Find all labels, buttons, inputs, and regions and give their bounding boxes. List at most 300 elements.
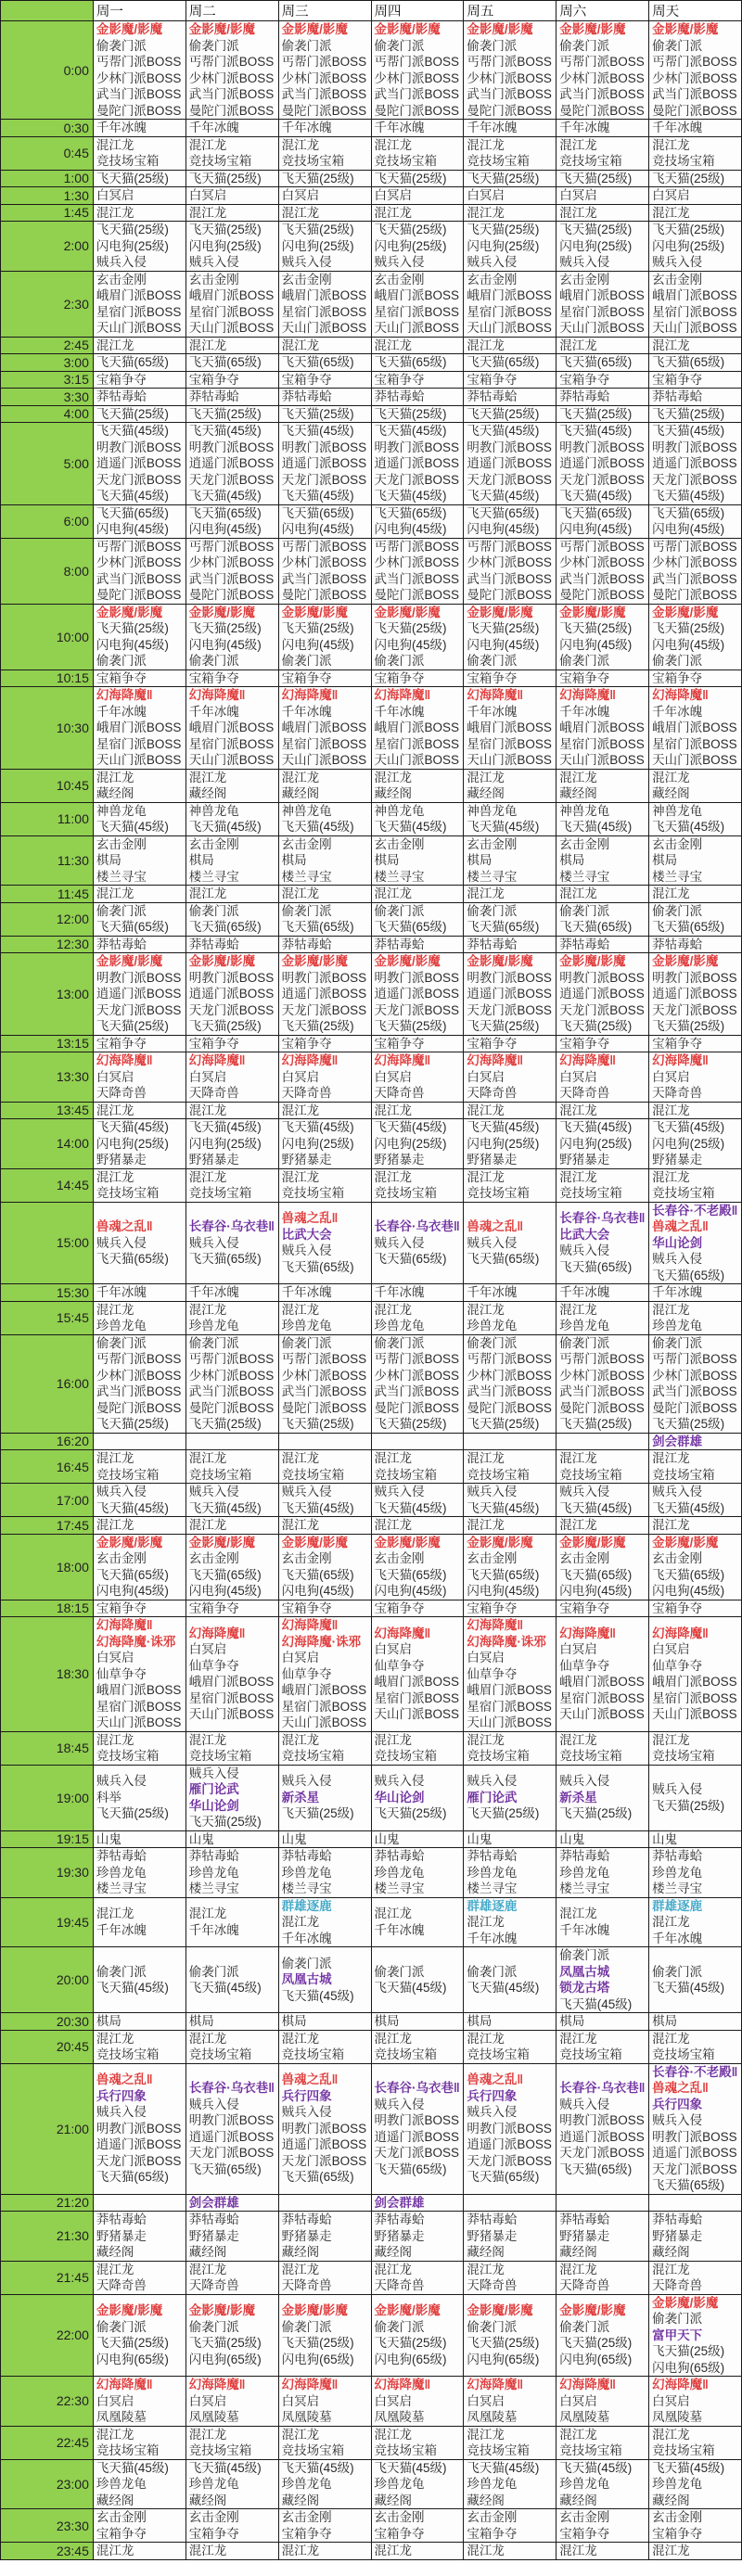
event-name: 混江龙 [467, 1518, 505, 1532]
event-name: 竞技场宝箱 [652, 1186, 715, 1200]
event-name: 曼陀门派BOSS [188, 103, 275, 118]
event-name: 逍遥门派BOSS [281, 987, 367, 1001]
event-name: 偷袭门派 [374, 1335, 425, 1350]
schedule-cell [186, 120, 278, 137]
event-name: 飞天猫(65级) [374, 1567, 447, 1582]
schedule-cell [649, 1433, 742, 1450]
event-name: 凤凰陵墓 [467, 2410, 518, 2424]
event-name: 宝箱争夺 [281, 1600, 332, 1615]
event-name: 混江龙 [96, 2031, 134, 2046]
schedule-cell [93, 2030, 186, 2063]
event-name: 千年冰魄 [374, 704, 425, 719]
time-label: 12:30 [1, 936, 94, 953]
event-name-highlight: 金影魔/影魔 [281, 22, 348, 36]
time-label: 14:00 [1, 1119, 94, 1169]
schedule-cell [649, 371, 742, 389]
schedule-cell [278, 902, 371, 936]
event-name: 偷袭门派 [281, 38, 332, 53]
schedule-cell [464, 2377, 556, 2427]
event-name: 逍遥门派BOSS [652, 2146, 737, 2160]
schedule-cell [556, 1600, 649, 1617]
event-name: 竞技场宝箱 [281, 1186, 345, 1200]
event-name: 千年冰魄 [96, 121, 147, 134]
event-name: 混江龙 [467, 1103, 505, 1117]
schedule-cell [371, 1897, 464, 1947]
schedule-cell [464, 769, 556, 802]
event-name: 武当门派BOSS [467, 87, 552, 101]
event-name: 山鬼 [374, 1831, 400, 1846]
event-name: 千年冰魄 [559, 121, 610, 134]
event-name: 闪电狗(25级) [281, 238, 354, 253]
event-name: 混江龙 [96, 338, 134, 352]
event-name-highlight: 长春谷·乌衣巷‖ [559, 1211, 646, 1226]
event-name: 混江龙 [374, 2031, 412, 2046]
event-name: 山鬼 [652, 1831, 678, 1846]
schedule-row [1, 271, 742, 337]
event-name-highlight: 幻海降魔‖ [374, 688, 431, 702]
event-name: 宝箱争夺 [467, 372, 518, 387]
event-name: 丐帮门派BOSS [559, 1352, 645, 1366]
event-name-highlight: 金影魔/影魔 [374, 1535, 441, 1549]
event-name: 竞技场宝箱 [188, 1467, 252, 1482]
event-name: 星宿门派BOSS [559, 1690, 645, 1705]
event-name: 藏经阁 [652, 786, 690, 800]
event-name: 混江龙 [96, 2427, 134, 2442]
event-name: 玄击金刚 [281, 2510, 332, 2524]
event-name: 飞天猫(25级) [559, 223, 633, 236]
time-label: 19:00 [1, 1765, 94, 1830]
schedule-row [1, 2543, 742, 2560]
event-name-highlight: 金影魔/影魔 [96, 605, 163, 619]
schedule-cell [278, 2261, 371, 2294]
time-label: 4:00 [1, 405, 94, 423]
event-name-highlight: 兵行四象 [281, 2088, 332, 2103]
event-name: 峨眉门派BOSS [652, 721, 737, 734]
event-name: 闪电狗(45级) [559, 1584, 633, 1598]
schedule-cell [464, 354, 556, 372]
event-name: 混江龙 [559, 1451, 597, 1465]
event-name: 混江龙 [374, 1451, 412, 1465]
event-name: 宝箱争夺 [188, 2526, 239, 2541]
event-name: 闪电狗(25级) [467, 238, 540, 253]
event-name: 飞天猫(45级) [652, 1981, 725, 1995]
event-name: 星宿门派BOSS [188, 304, 275, 319]
schedule-cell [278, 389, 371, 406]
schedule-row [1, 936, 742, 953]
event-name: 凤凰陵墓 [374, 2410, 425, 2424]
event-name: 武当门派BOSS [374, 571, 460, 586]
event-name: 白冥启 [374, 2393, 412, 2408]
event-name: 白冥启 [652, 1642, 690, 1657]
event-name-highlight: 幻海降魔‖ [374, 1626, 431, 1640]
event-name: 混江龙 [467, 2262, 505, 2276]
event-name: 白冥启 [652, 188, 690, 202]
event-name: 混江龙 [559, 2427, 597, 2442]
event-name: 曼陀门派BOSS [96, 588, 182, 602]
time-label: 16:45 [1, 1450, 94, 1484]
time-label: 3:15 [1, 371, 94, 389]
event-name: 飞天猫(25级) [559, 621, 633, 635]
schedule-cell [649, 1284, 742, 1302]
event-name: 逍遥门派BOSS [281, 2137, 367, 2152]
event-name: 千年冰魄 [652, 121, 703, 134]
schedule-cell [649, 222, 742, 272]
schedule-row [1, 1052, 742, 1103]
schedule-cell [371, 1617, 464, 1732]
schedule-cell [278, 1119, 371, 1169]
event-name: 宝箱争夺 [188, 372, 239, 387]
event-name-highlight: 金影魔/影魔 [188, 605, 256, 619]
event-name: 野猪暴走 [96, 1153, 147, 1167]
event-name: 天山门派BOSS [281, 321, 367, 335]
event-name: 混江龙 [559, 1732, 597, 1747]
schedule-cell [556, 1731, 649, 1765]
schedule-cell [556, 1119, 649, 1169]
event-name: 飞天猫(45级) [374, 424, 447, 438]
schedule-cell [278, 1830, 371, 1848]
event-name: 珍兽龙龟 [96, 1865, 147, 1880]
schedule-cell [556, 2459, 649, 2509]
event-name: 莽牯毒蛤 [188, 937, 239, 951]
schedule-cell [649, 1765, 742, 1830]
event-name-highlight: 幻海降魔‖ [281, 2378, 339, 2391]
event-name: 天降奇兽 [652, 2278, 703, 2292]
schedule-cell [93, 187, 186, 205]
event-name: 闪电狗(25级) [96, 1136, 169, 1151]
event-name: 偷袭门派 [96, 38, 147, 53]
schedule-cell [371, 1947, 464, 2013]
schedule-row [1, 802, 742, 835]
event-name: 星宿门派BOSS [652, 304, 737, 319]
event-name: 竞技场宝箱 [96, 2443, 160, 2457]
event-name-highlight: 幻海降魔‖ [652, 1053, 709, 1067]
schedule-cell [186, 187, 278, 205]
schedule-cell [278, 670, 371, 687]
event-name: 偷袭门派 [467, 1964, 518, 1979]
event-name: 混江龙 [188, 770, 227, 784]
schedule-cell [93, 405, 186, 423]
event-name: 混江龙 [374, 2544, 412, 2557]
event-name: 峨眉门派BOSS [96, 721, 182, 734]
event-name: 混江龙 [467, 1451, 505, 1465]
event-name: 飞天猫(25级) [188, 621, 262, 635]
event-name: 飞天猫(25级) [652, 621, 725, 635]
schedule-cell [93, 504, 186, 538]
day-header-row [1, 1, 742, 21]
event-name: 天山门派BOSS [559, 1707, 645, 1722]
event-name: 少林门派BOSS [188, 555, 275, 569]
schedule-cell [556, 1617, 649, 1732]
event-name: 武当门派BOSS [374, 1384, 460, 1398]
event-name: 星宿门派BOSS [96, 304, 182, 319]
schedule-cell [93, 1947, 186, 2013]
event-name: 飞天猫(65级) [281, 1259, 354, 1274]
event-name: 玄击金刚 [374, 272, 425, 287]
schedule-cell [556, 1433, 649, 1450]
schedule-cell [371, 1301, 464, 1334]
event-name: 明教门派BOSS [374, 440, 460, 454]
schedule-row [1, 1617, 742, 1732]
event-name-highlight: 金影魔/影魔 [374, 2303, 441, 2318]
event-name: 丐帮门派BOSS [188, 55, 275, 69]
schedule-row [1, 136, 742, 170]
event-name: 曼陀门派BOSS [652, 1400, 737, 1415]
event-name: 飞天猫(25级) [559, 1019, 633, 1033]
time-label: 12:00 [1, 902, 94, 936]
event-name: 飞天猫(45级) [559, 2460, 633, 2475]
schedule-cell [649, 687, 742, 770]
schedule-cell [186, 2377, 278, 2427]
event-name: 峨眉门派BOSS [467, 288, 552, 302]
event-name: 混江龙 [96, 1732, 134, 1747]
event-name: 凤凰陵墓 [559, 2410, 610, 2424]
event-name: 飞天猫(45级) [374, 1120, 447, 1134]
event-name: 贼兵入侵 [559, 1485, 610, 1498]
event-name: 天龙门派BOSS [188, 2146, 275, 2160]
schedule-cell [371, 1334, 464, 1433]
event-name: 混江龙 [96, 1451, 134, 1465]
event-name: 莽牯毒蛤 [467, 2213, 518, 2226]
event-name: 飞天猫(65级) [559, 1567, 633, 1582]
event-name: 闪电狗(25级) [96, 238, 169, 253]
event-name: 天山门派BOSS [188, 753, 275, 767]
event-name: 飞天猫(25级) [374, 1019, 447, 1033]
schedule-cell [186, 1168, 278, 1202]
event-name: 混江龙 [559, 338, 597, 352]
event-name: 偷袭门派 [96, 1964, 147, 1979]
event-name: 宝箱争夺 [559, 1600, 610, 1615]
schedule-cell [371, 802, 464, 835]
event-name: 楼兰寻宝 [559, 869, 610, 884]
event-name: 飞天猫(45级) [188, 820, 262, 834]
time-label: 10:00 [1, 604, 94, 670]
schedule-cell [93, 1035, 186, 1052]
event-name: 棋局 [467, 853, 493, 867]
event-name: 竞技场宝箱 [467, 1467, 530, 1482]
event-name: 逍遥门派BOSS [559, 2129, 645, 2144]
time-label: 3:30 [1, 389, 94, 406]
time-label: 18:00 [1, 1534, 94, 1600]
schedule-cell [556, 2212, 649, 2262]
time-label: 0:00 [1, 21, 94, 120]
event-name: 武当门派BOSS [467, 1384, 552, 1398]
event-name: 棋局 [559, 853, 585, 867]
event-name: 偷袭门派 [281, 1335, 332, 1350]
event-name: 少林门派BOSS [281, 1368, 367, 1383]
event-name: 飞天猫(45级) [188, 2460, 262, 2475]
schedule-cell [556, 2509, 649, 2543]
event-name: 珍兽龙龟 [652, 1865, 703, 1880]
event-name: 白冥启 [188, 1642, 227, 1657]
schedule-cell [93, 802, 186, 835]
event-name: 贼兵入侵 [374, 255, 425, 269]
event-name: 飞天猫(45级) [281, 2460, 354, 2475]
schedule-cell [464, 1517, 556, 1535]
schedule-cell [464, 120, 556, 137]
event-name: 偷袭门派 [652, 654, 703, 668]
schedule-cell [556, 1450, 649, 1484]
event-name-highlight: 金影魔/影魔 [188, 954, 256, 968]
event-name: 偷袭门派 [652, 38, 703, 53]
event-name: 闪电狗(65级) [281, 2352, 354, 2366]
event-name: 飞天猫(65级) [96, 920, 169, 934]
event-name: 混江龙 [652, 2427, 690, 2442]
schedule-cell [556, 204, 649, 222]
schedule-cell [278, 1433, 371, 1450]
event-name: 飞天猫(45级) [188, 1500, 262, 1515]
event-name: 竞技场宝箱 [96, 2047, 160, 2061]
event-name: 仙草争夺 [467, 1666, 518, 1681]
schedule-cell [464, 2212, 556, 2262]
time-label: 8:00 [1, 538, 94, 604]
event-name-highlight: 幻海降魔‖ [281, 688, 339, 702]
schedule-cell [649, 389, 742, 406]
event-name: 贼兵入侵 [467, 2105, 518, 2120]
schedule-cell [278, 405, 371, 423]
event-name: 莽牯毒蛤 [188, 389, 239, 403]
event-name: 丐帮门派BOSS [96, 539, 182, 554]
schedule-cell [556, 170, 649, 187]
event-name: 飞天猫(65级) [96, 1567, 169, 1582]
event-name: 混江龙 [559, 137, 597, 152]
event-name: 藏经阁 [374, 786, 412, 800]
event-name: 飞天猫(65级) [652, 1268, 725, 1282]
schedule-cell [186, 423, 278, 505]
event-name-highlight: 长春谷·乌衣巷‖ [559, 2081, 646, 2095]
event-name: 白冥启 [188, 188, 227, 202]
event-name: 飞天猫(65级) [188, 920, 262, 934]
schedule-cell [371, 538, 464, 604]
schedule-cell [649, 1035, 742, 1052]
event-name: 混江龙 [281, 2427, 320, 2442]
event-name: 混江龙 [467, 770, 505, 784]
schedule-cell [186, 1600, 278, 1617]
event-name: 千年冰魄 [467, 121, 518, 134]
event-name: 宝箱争夺 [96, 1036, 147, 1051]
schedule-cell [371, 2294, 464, 2377]
schedule-cell [278, 337, 371, 354]
event-name: 飞天猫(45级) [188, 424, 262, 438]
event-name: 星宿门派BOSS [281, 736, 367, 751]
schedule-cell [649, 21, 742, 120]
event-name: 飞天猫(45级) [467, 1500, 540, 1515]
event-name: 竞技场宝箱 [281, 1467, 345, 1482]
event-name: 野猪暴走 [188, 2228, 239, 2243]
event-name: 白冥启 [559, 1642, 597, 1657]
schedule-cell [93, 835, 186, 886]
event-name-highlight: 华山论剑 [374, 1790, 425, 1804]
event-name: 宝箱争夺 [374, 2526, 425, 2541]
event-name: 宝箱争夺 [467, 670, 518, 685]
schedule-cell [556, 670, 649, 687]
event-name: 少林门派BOSS [96, 1368, 182, 1383]
schedule-cell [464, 423, 556, 505]
schedule-cell [649, 136, 742, 170]
event-name: 偷袭门派 [559, 1948, 610, 1962]
time-label: 22:45 [1, 2426, 94, 2459]
event-name-highlight: 新杀星 [559, 1790, 597, 1804]
event-name: 竞技场宝箱 [96, 1186, 160, 1200]
event-name: 明教门派BOSS [281, 440, 367, 454]
event-name-highlight: 幻海降魔‖ [374, 1053, 431, 1067]
schedule-row [1, 170, 742, 187]
schedule-cell [371, 1284, 464, 1302]
event-name: 明教门派BOSS [467, 440, 552, 454]
schedule-row [1, 2426, 742, 2459]
time-label: 10:15 [1, 670, 94, 687]
event-name: 飞天猫(65级) [281, 505, 354, 520]
event-name: 天山门派BOSS [652, 753, 737, 767]
event-name: 峨眉门派BOSS [652, 288, 737, 302]
event-name: 珍兽龙龟 [467, 2477, 518, 2491]
schedule-row [1, 2294, 742, 2377]
event-name: 玄击金刚 [467, 2510, 518, 2524]
event-name: 混江龙 [652, 1518, 690, 1532]
schedule-cell [186, 1450, 278, 1484]
event-name: 混江龙 [281, 770, 320, 784]
event-name: 天降奇兽 [188, 2278, 239, 2292]
event-name: 丐帮门派BOSS [96, 1352, 182, 1366]
event-name: 丐帮门派BOSS [281, 55, 367, 69]
event-name: 野猪暴走 [281, 2228, 332, 2243]
event-name: 莽牯毒蛤 [281, 937, 332, 951]
event-name: 闪电狗(25级) [559, 238, 633, 253]
corner-cell [1, 1, 94, 21]
event-name: 竞技场宝箱 [652, 1467, 715, 1482]
schedule-cell [464, 1600, 556, 1617]
schedule-cell [278, 802, 371, 835]
time-label: 23:30 [1, 2509, 94, 2543]
schedule-cell [93, 222, 186, 272]
event-name: 珍兽龙龟 [188, 1319, 239, 1333]
event-name: 宝箱争夺 [652, 2526, 703, 2541]
event-name: 星宿门派BOSS [374, 1690, 460, 1705]
event-name: 玄击金刚 [374, 1551, 425, 1565]
schedule-row [1, 2063, 742, 2194]
schedule-cell [93, 354, 186, 372]
event-name: 白冥启 [374, 1642, 412, 1657]
event-name: 少林门派BOSS [467, 1368, 552, 1383]
time-label: 14:45 [1, 1168, 94, 1202]
time-label: 21:20 [1, 2194, 94, 2212]
event-name: 玄击金刚 [559, 2510, 610, 2524]
event-name: 明教门派BOSS [188, 970, 275, 985]
schedule-cell [556, 337, 649, 354]
schedule-cell [278, 1284, 371, 1302]
event-name: 藏经阁 [188, 2493, 227, 2507]
event-name: 飞天猫(25级) [188, 2336, 262, 2351]
event-name: 天龙门派BOSS [96, 1002, 182, 1017]
event-name-highlight: 兽魂之乱‖ [467, 1219, 524, 1233]
event-name: 闪电狗(25级) [652, 1136, 725, 1151]
event-name: 飞天猫(65级) [559, 920, 633, 934]
schedule-cell [556, 371, 649, 389]
event-name: 少林门派BOSS [374, 555, 460, 569]
event-name: 闪电狗(45级) [652, 1584, 725, 1598]
event-name: 飞天猫(25级) [188, 171, 262, 185]
event-name: 星宿门派BOSS [281, 1699, 367, 1714]
event-name: 竞技场宝箱 [559, 2047, 622, 2061]
event-name: 明教门派BOSS [467, 970, 552, 985]
event-name-highlight: 金影魔/影魔 [559, 22, 626, 36]
event-name: 混江龙 [374, 1906, 412, 1921]
event-name: 藏经阁 [374, 2493, 412, 2507]
schedule-cell [556, 953, 649, 1036]
event-name: 闪电狗(45级) [281, 522, 354, 536]
event-name: 竞技场宝箱 [188, 1749, 252, 1763]
schedule-cell [278, 1334, 371, 1433]
schedule-cell [371, 2509, 464, 2543]
